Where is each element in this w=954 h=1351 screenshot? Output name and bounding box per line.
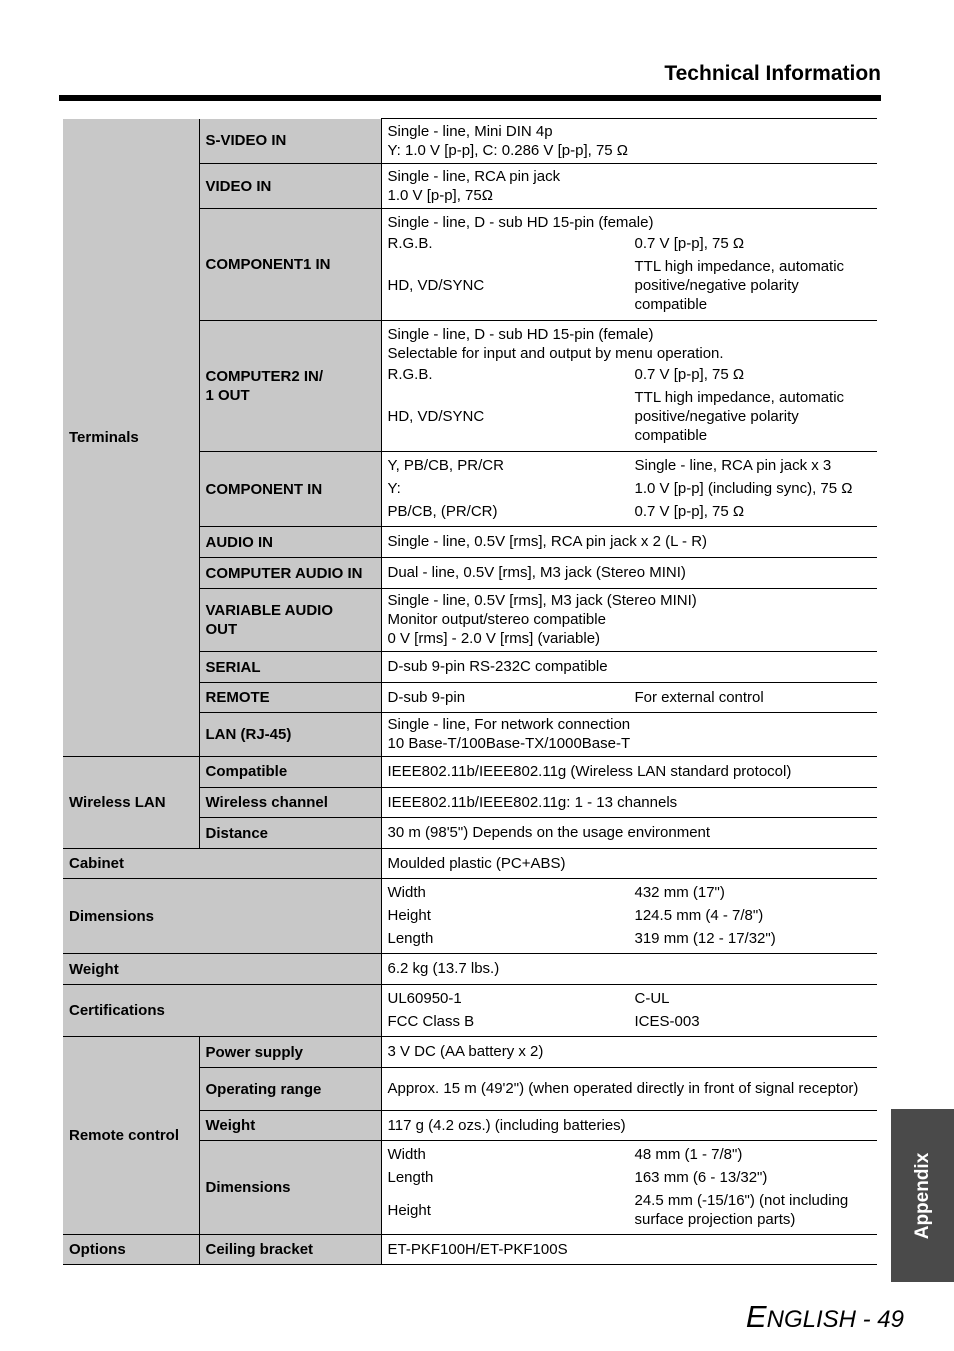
value-text: 432 mm (17") [634,884,725,901]
cat-wireless-lan: Wireless LAN [63,757,199,849]
value-text: 24.5 mm (-15/16") (not including surface projection parts) [634,1192,849,1228]
value-line: Selectable for input and output by menu operation. [387,344,724,362]
sub-compatible: Compatible [199,757,381,788]
sub-distance: Distance [199,818,381,849]
val-wireless-channel: IEEE802.11b/IEEE802.11g: 1 - 13 channels [381,788,877,818]
table-row [63,1037,877,1068]
value-key: PB/CB, (PR/CR) [387,503,498,520]
sub-remote-dimensions: Dimensions [199,1141,381,1235]
page-footer [746,1299,904,1335]
table-row [63,879,877,954]
value-key: HD, VD/SYNC [387,276,485,294]
spec-table [63,118,877,1265]
sub-label-line: OUT [205,621,238,638]
appendix-tab-label: Appendix [911,1152,933,1239]
value-key: Length [387,930,434,947]
value-key: UL60950-1 [387,990,462,1007]
val-variable-audio-out [381,589,877,652]
table-row [63,954,877,985]
val-distance: 30 m (98'5") Depends on the usage environment [381,818,877,849]
value-key: Width [387,1146,426,1163]
val-lan [381,713,877,757]
value-text: 1.0 V [p-p] (including sync), 75 Ω [634,480,853,497]
sub-label-line: VARIABLE AUDIO [205,602,333,619]
val-weight: 6.2 kg (13.7 lbs.) [381,954,877,985]
sub-variable-audio-out [199,589,381,652]
value-text: TTL high impedance, automatic positive/negative polarity compatible [634,388,845,444]
val-compatible: IEEE802.11b/IEEE802.11g (Wireless LAN standard protocol) [381,757,877,788]
table-row [63,1235,877,1265]
sub-remote: REMOTE [199,683,381,713]
value-key: Y, PB/CB, PR/CR [387,457,504,474]
val-serial: D-sub 9-pin RS-232C compatible [381,652,877,683]
page-header-title: Technical Information [664,62,881,85]
value-text: 0.7 V [p-p], 75 Ω [634,503,745,520]
value-text: 0.7 V [p-p], 75 Ω [634,365,745,383]
sub-wireless-channel: Wireless channel [199,788,381,818]
sub-label-line: COMPUTER2 IN/ [205,368,324,385]
value-line: 0 V [rms] - 2.0 V [rms] (variable) [387,630,601,647]
sub-serial: SERIAL [199,652,381,683]
value-line: Monitor output/stereo compatible [387,611,606,628]
header-rule [59,95,881,101]
table-row [63,119,877,164]
val-certifications [381,985,877,1037]
val-component-in [381,452,877,527]
value-key: FCC Class B [387,1013,475,1030]
value-line: Single - line, RCA pin jack [387,167,561,185]
value-key: Height [387,1201,431,1219]
value-line: 10 Base-T/100Base-TX/1000Base-T [387,735,631,752]
value-text: C-UL [634,990,670,1007]
cat-terminals: Terminals [63,119,199,757]
sub-audio-in: AUDIO IN [199,527,381,558]
value-key: Y: [387,480,401,497]
value-line: Single - line, D - sub HD 15-pin (female) [387,213,654,231]
cat-cabinet: Cabinet [63,849,381,879]
sub-computer2 [199,321,381,452]
value-text: Single - line, RCA pin jack x 3 [634,457,832,474]
value-line: 1.0 V [p-p], 75Ω [387,186,493,204]
sub-label-line: 1 OUT [205,387,250,404]
cat-options: Options [63,1235,199,1265]
value-text: 0.7 V [p-p], 75 Ω [634,234,745,252]
cat-weight: Weight [63,954,381,985]
val-computer2 [381,321,877,452]
table-row [63,849,877,879]
val-remote-dimensions [381,1141,877,1235]
value-key: HD, VD/SYNC [387,407,485,425]
table-row [63,757,877,788]
footer-text: NGLISH - 49 [766,1306,904,1333]
sub-svideo: S-VIDEO IN [199,119,381,164]
sub-ceiling-bracket: Ceiling bracket [199,1235,381,1265]
val-operating-range: Approx. 15 m (49'2") (when operated directly in front of signal receptor) [381,1068,877,1111]
value-text: For external control [634,688,764,706]
value-text: 163 mm (6 - 13/32") [634,1169,768,1186]
sub-operating-range: Operating range [199,1068,381,1111]
val-remote [381,683,877,713]
table-row [63,985,877,1037]
val-video [381,164,877,209]
value-text: TTL high impedance, automatic positive/negative polarity compatible [634,257,845,313]
sub-power-supply: Power supply [199,1037,381,1068]
value-key: Height [387,907,431,924]
sub-video: VIDEO IN [199,164,381,209]
value-key: Length [387,1169,434,1186]
sub-component-in: COMPONENT IN [199,452,381,527]
val-audio-in: Single - line, 0.5V [rms], RCA pin jack x 2 (L - R) [381,527,877,558]
value-line: Y: 1.0 V [p-p], C: 0.286 V [p-p], 75 Ω [387,141,629,159]
value-line: Single - line, 0.5V [rms], M3 jack (Stereo MINI) [387,592,697,609]
val-dimensions [381,879,877,954]
val-cabinet: Moulded plastic (PC+ABS) [381,849,877,879]
value-key: R.G.B. [387,365,433,383]
sub-lan: LAN (RJ-45) [199,713,381,757]
value-line: Single - line, D - sub HD 15-pin (female) [387,325,654,343]
value-key: D-sub 9-pin [387,688,466,706]
value-key: Width [387,884,426,901]
value-text: ICES-003 [634,1013,700,1030]
val-component1 [381,209,877,321]
val-remote-weight: 117 g (4.2 ozs.) (including batteries) [381,1111,877,1141]
footer-initial: E [745,1299,767,1334]
value-text: 319 mm (12 - 17/32") [634,930,776,947]
sub-component1: COMPONENT1 IN [199,209,381,321]
cat-dimensions: Dimensions [63,879,381,954]
value-line: Single - line, For network connection [387,716,631,733]
sub-computer-audio-in: COMPUTER AUDIO IN [199,558,381,589]
val-ceiling-bracket: ET-PKF100H/ET-PKF100S [381,1235,877,1265]
val-computer-audio-in: Dual - line, 0.5V [rms], M3 jack (Stereo MINI) [381,558,877,589]
val-svideo [381,119,877,164]
sub-remote-weight: Weight [199,1111,381,1141]
cat-certifications: Certifications [63,985,381,1037]
value-key: R.G.B. [387,234,433,252]
value-line: Single - line, Mini DIN 4p [387,122,553,140]
value-text: 124.5 mm (4 - 7/8") [634,907,764,924]
val-power-supply: 3 V DC (AA battery x 2) [381,1037,877,1068]
cat-remote-control: Remote control [63,1037,199,1235]
appendix-tab [891,1109,954,1282]
value-text: 48 mm (1 - 7/8") [634,1146,743,1163]
